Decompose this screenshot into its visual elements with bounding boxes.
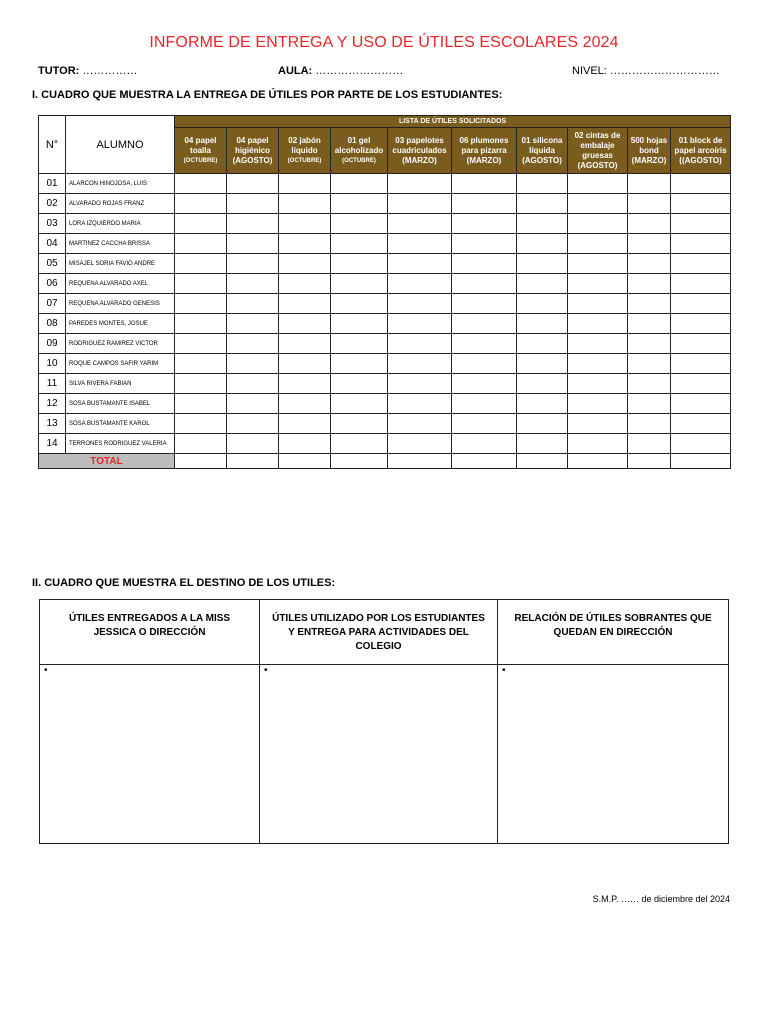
delivery-cell[interactable] bbox=[568, 274, 628, 294]
delivery-cell[interactable] bbox=[279, 254, 331, 274]
tutor-field bbox=[38, 65, 137, 77]
item-header bbox=[671, 128, 731, 174]
delivery-cell[interactable] bbox=[452, 354, 517, 374]
delivery-cell[interactable] bbox=[452, 254, 517, 274]
delivery-cell[interactable] bbox=[279, 214, 331, 234]
delivery-cell[interactable] bbox=[388, 274, 452, 294]
delivery-table bbox=[38, 115, 731, 469]
delivery-cell[interactable] bbox=[568, 314, 628, 334]
item-name: 01 gel alcoholizado bbox=[334, 135, 384, 155]
student-name: MISAJEL SORIA FAVIO ANDRE bbox=[66, 254, 175, 274]
delivery-cell[interactable] bbox=[517, 314, 568, 334]
delivery-cell[interactable] bbox=[227, 434, 279, 454]
delivery-cell[interactable] bbox=[388, 334, 452, 354]
student-name: SOSA BUSTAMANTE KAROL bbox=[66, 414, 175, 434]
table-row bbox=[39, 394, 731, 414]
item-name: 500 hojas bond bbox=[630, 135, 668, 155]
delivery-cell[interactable] bbox=[452, 194, 517, 214]
bullet-icon: • bbox=[44, 665, 48, 676]
student-name: SILVA RIVERA FABIAN bbox=[66, 374, 175, 394]
delivery-cell[interactable] bbox=[175, 214, 227, 234]
table-row bbox=[39, 334, 731, 354]
delivery-cell[interactable] bbox=[388, 194, 452, 214]
delivery-cell[interactable] bbox=[452, 434, 517, 454]
delivery-cell[interactable] bbox=[331, 354, 388, 374]
delivery-cell[interactable] bbox=[331, 294, 388, 314]
delivery-cell[interactable] bbox=[331, 434, 388, 454]
delivery-cell[interactable] bbox=[628, 294, 671, 314]
delivery-cell[interactable] bbox=[452, 414, 517, 434]
delivery-cell[interactable] bbox=[517, 374, 568, 394]
item-header bbox=[331, 128, 388, 174]
dest-header-direccion: ÚTILES ENTREGADOS A LA MISS JESSICA O DIRECCIÓN bbox=[40, 600, 260, 665]
delivery-cell[interactable] bbox=[279, 374, 331, 394]
table-row bbox=[39, 354, 731, 374]
delivery-cell[interactable] bbox=[517, 414, 568, 434]
delivery-cell[interactable] bbox=[388, 394, 452, 414]
delivery-cell[interactable] bbox=[227, 254, 279, 274]
delivery-cell[interactable] bbox=[175, 274, 227, 294]
delivery-cell[interactable] bbox=[175, 334, 227, 354]
total-cell[interactable] bbox=[175, 454, 227, 469]
item-month: (OCTUBRE) bbox=[287, 157, 322, 164]
delivery-cell[interactable] bbox=[279, 434, 331, 454]
row-number: 14 bbox=[39, 434, 66, 454]
delivery-cell[interactable] bbox=[331, 414, 388, 434]
student-name: REQUENA ALVARADO GENESIS bbox=[66, 294, 175, 314]
item-name: 04 papel toalla bbox=[184, 135, 217, 155]
nivel-value: ………………………… bbox=[606, 65, 720, 77]
delivery-cell[interactable] bbox=[175, 234, 227, 254]
delivery-cell[interactable] bbox=[517, 214, 568, 234]
item-month: (OCTUBRE) bbox=[342, 157, 376, 164]
delivery-cell[interactable] bbox=[452, 374, 517, 394]
aula-field bbox=[278, 65, 403, 77]
delivery-cell[interactable] bbox=[227, 374, 279, 394]
delivery-cell[interactable] bbox=[568, 414, 628, 434]
table-row bbox=[39, 254, 731, 274]
nivel-label: NIVEL: bbox=[572, 65, 607, 77]
dest-cell-sobrantes[interactable] bbox=[498, 665, 729, 844]
item-header bbox=[388, 128, 452, 174]
delivery-cell[interactable] bbox=[671, 314, 731, 334]
row-number: 06 bbox=[39, 274, 66, 294]
delivery-cell[interactable] bbox=[175, 374, 227, 394]
delivery-cell[interactable] bbox=[331, 334, 388, 354]
delivery-cell[interactable] bbox=[227, 294, 279, 314]
delivery-cell[interactable] bbox=[671, 354, 731, 374]
delivery-cell[interactable] bbox=[628, 194, 671, 214]
item-name: 01 silicona líquida bbox=[521, 135, 563, 155]
student-name: PAREDES MONTES, JOSUE bbox=[66, 314, 175, 334]
table-row bbox=[39, 314, 731, 334]
student-name: ALVARADO ROJAS FRANZ bbox=[66, 194, 175, 214]
col-student-header: ALUMNO bbox=[66, 116, 175, 174]
delivery-cell[interactable] bbox=[388, 234, 452, 254]
item-name: 01 block de papel arcoíris bbox=[674, 135, 727, 155]
delivery-cell[interactable] bbox=[279, 274, 331, 294]
total-cell[interactable] bbox=[227, 454, 279, 469]
table-row bbox=[39, 414, 731, 434]
item-header bbox=[452, 128, 517, 174]
tutor-label: TUTOR: bbox=[38, 65, 80, 77]
page-title: INFORME DE ENTREGA Y USO DE ÚTILES ESCOLARES 2024 bbox=[149, 34, 619, 51]
delivery-cell[interactable] bbox=[452, 334, 517, 354]
row-number: 08 bbox=[39, 314, 66, 334]
student-name: SOSA BUSTAMANTE ISABEL bbox=[66, 394, 175, 414]
delivery-cell[interactable] bbox=[628, 214, 671, 234]
total-row bbox=[39, 454, 731, 469]
delivery-cell[interactable] bbox=[671, 194, 731, 214]
item-month: (AGOSTO) bbox=[232, 155, 273, 165]
aula-label: AULA: bbox=[278, 65, 313, 77]
delivery-cell[interactable] bbox=[452, 174, 517, 194]
delivery-cell[interactable] bbox=[628, 234, 671, 254]
delivery-cell[interactable] bbox=[227, 274, 279, 294]
delivery-cell[interactable] bbox=[517, 254, 568, 274]
delivery-cell[interactable] bbox=[175, 314, 227, 334]
delivery-cell[interactable] bbox=[628, 414, 671, 434]
item-header bbox=[568, 128, 628, 174]
delivery-cell[interactable] bbox=[331, 374, 388, 394]
delivery-cell[interactable] bbox=[331, 194, 388, 214]
delivery-cell[interactable] bbox=[279, 194, 331, 214]
delivery-cell[interactable] bbox=[388, 214, 452, 234]
delivery-cell[interactable] bbox=[517, 334, 568, 354]
delivery-cell[interactable] bbox=[279, 174, 331, 194]
total-cell[interactable] bbox=[628, 454, 671, 469]
delivery-cell[interactable] bbox=[452, 314, 517, 334]
student-name: ROQUE CAMPOS SAFIR YARIM bbox=[66, 354, 175, 374]
delivery-cell[interactable] bbox=[568, 434, 628, 454]
delivery-cell[interactable] bbox=[628, 374, 671, 394]
table-row bbox=[39, 434, 731, 454]
delivery-cell[interactable] bbox=[175, 414, 227, 434]
delivery-cell[interactable] bbox=[227, 174, 279, 194]
item-name: 03 papelotes cuadriculados bbox=[392, 135, 447, 155]
delivery-cell[interactable] bbox=[175, 294, 227, 314]
delivery-cell[interactable] bbox=[628, 394, 671, 414]
delivery-cell[interactable] bbox=[517, 174, 568, 194]
delivery-cell[interactable] bbox=[568, 354, 628, 374]
total-cell[interactable] bbox=[671, 454, 731, 469]
delivery-cell[interactable] bbox=[227, 214, 279, 234]
item-month: ((AGOSTO) bbox=[679, 155, 722, 165]
item-month: (OCTUBRE) bbox=[183, 157, 218, 164]
delivery-cell[interactable] bbox=[628, 174, 671, 194]
item-name: 06 plumones para pizarra bbox=[459, 135, 509, 155]
dest-header-sobrantes: RELACIÓN DE ÚTILES SOBRANTES QUE QUEDAN EN DIRECCIÓN bbox=[498, 600, 729, 665]
delivery-cell[interactable] bbox=[671, 374, 731, 394]
aula-value: …………………… bbox=[312, 65, 404, 77]
delivery-cell[interactable] bbox=[331, 234, 388, 254]
delivery-cell[interactable] bbox=[175, 394, 227, 414]
item-month: (AGOSTO) bbox=[577, 160, 618, 170]
bullet-icon: • bbox=[502, 665, 506, 676]
delivery-cell[interactable] bbox=[331, 274, 388, 294]
delivery-cell[interactable] bbox=[279, 394, 331, 414]
delivery-cell[interactable] bbox=[568, 194, 628, 214]
destination-table bbox=[39, 599, 729, 844]
item-header bbox=[628, 128, 671, 174]
row-number: 07 bbox=[39, 294, 66, 314]
item-name: 02 jabón líquido bbox=[288, 135, 321, 155]
delivery-cell[interactable] bbox=[568, 214, 628, 234]
row-number: 09 bbox=[39, 334, 66, 354]
total-cell[interactable] bbox=[568, 454, 628, 469]
section-2-heading: II. CUADRO QUE MUESTRA EL DESTINO DE LOS UTILES: bbox=[32, 577, 336, 589]
delivery-cell[interactable] bbox=[628, 254, 671, 274]
total-cell[interactable] bbox=[331, 454, 388, 469]
delivery-cell[interactable] bbox=[227, 394, 279, 414]
delivery-cell[interactable] bbox=[517, 394, 568, 414]
list-header: LISTA DE ÚTILES SOLICITADOS bbox=[175, 116, 731, 128]
item-header bbox=[517, 128, 568, 174]
total-cell[interactable] bbox=[452, 454, 517, 469]
delivery-cell[interactable] bbox=[671, 174, 731, 194]
delivery-cell[interactable] bbox=[388, 294, 452, 314]
delivery-cell[interactable] bbox=[279, 414, 331, 434]
dest-cell-utilizado[interactable] bbox=[260, 665, 498, 844]
delivery-cell[interactable] bbox=[175, 194, 227, 214]
delivery-cell[interactable] bbox=[452, 394, 517, 414]
delivery-cell[interactable] bbox=[671, 414, 731, 434]
table-row bbox=[39, 274, 731, 294]
delivery-cell[interactable] bbox=[175, 174, 227, 194]
row-number: 12 bbox=[39, 394, 66, 414]
delivery-cell[interactable] bbox=[331, 254, 388, 274]
table-row bbox=[39, 174, 731, 194]
delivery-cell[interactable] bbox=[628, 334, 671, 354]
delivery-cell[interactable] bbox=[671, 234, 731, 254]
student-name: REQUENA ALVARADO AXEL bbox=[66, 274, 175, 294]
delivery-cell[interactable] bbox=[568, 334, 628, 354]
delivery-cell[interactable] bbox=[671, 214, 731, 234]
delivery-cell[interactable] bbox=[279, 354, 331, 374]
delivery-cell[interactable] bbox=[568, 234, 628, 254]
delivery-cell[interactable] bbox=[388, 174, 452, 194]
row-number: 02 bbox=[39, 194, 66, 214]
delivery-cell[interactable] bbox=[227, 414, 279, 434]
total-cell[interactable] bbox=[517, 454, 568, 469]
delivery-cell[interactable] bbox=[517, 434, 568, 454]
item-name: 02 cintas de embalaje gruesas bbox=[574, 130, 621, 160]
delivery-cell[interactable] bbox=[628, 314, 671, 334]
delivery-cell[interactable] bbox=[568, 174, 628, 194]
delivery-cell[interactable] bbox=[388, 314, 452, 334]
delivery-cell[interactable] bbox=[388, 254, 452, 274]
total-label: TOTAL bbox=[39, 454, 175, 469]
delivery-cell[interactable] bbox=[452, 274, 517, 294]
delivery-cell[interactable] bbox=[175, 354, 227, 374]
student-name: ALARCON HINOJOSA, LUIS bbox=[66, 174, 175, 194]
delivery-cell[interactable] bbox=[671, 434, 731, 454]
delivery-cell[interactable] bbox=[388, 374, 452, 394]
table-row bbox=[39, 214, 731, 234]
delivery-cell[interactable] bbox=[279, 294, 331, 314]
item-month: (MARZO) bbox=[402, 155, 437, 165]
item-month: (MARZO) bbox=[631, 155, 667, 165]
row-number: 05 bbox=[39, 254, 66, 274]
delivery-cell[interactable] bbox=[388, 434, 452, 454]
item-name: 04 papel higiénico bbox=[234, 135, 271, 155]
delivery-cell[interactable] bbox=[517, 294, 568, 314]
row-number: 10 bbox=[39, 354, 66, 374]
row-number: 04 bbox=[39, 234, 66, 254]
footer-date: S.M.P. …… de diciembre del 2024 bbox=[592, 894, 730, 904]
delivery-cell[interactable] bbox=[452, 214, 517, 234]
delivery-cell[interactable] bbox=[227, 334, 279, 354]
delivery-cell[interactable] bbox=[671, 334, 731, 354]
table-row bbox=[39, 234, 731, 254]
item-header bbox=[175, 128, 227, 174]
delivery-cell[interactable] bbox=[175, 254, 227, 274]
dest-cell-direccion[interactable] bbox=[40, 665, 260, 844]
delivery-cell[interactable] bbox=[279, 234, 331, 254]
delivery-cell[interactable] bbox=[279, 314, 331, 334]
student-name: LORA IZQUIERDO MARIA bbox=[66, 214, 175, 234]
delivery-cell[interactable] bbox=[517, 354, 568, 374]
tutor-value: …………… bbox=[79, 65, 138, 77]
delivery-cell[interactable] bbox=[568, 374, 628, 394]
row-number: 01 bbox=[39, 174, 66, 194]
student-name: RODRIGUEZ RAMIREZ VICTOR bbox=[66, 334, 175, 354]
delivery-cell[interactable] bbox=[227, 314, 279, 334]
delivery-cell[interactable] bbox=[331, 214, 388, 234]
delivery-cell[interactable] bbox=[671, 394, 731, 414]
row-number: 13 bbox=[39, 414, 66, 434]
delivery-cell[interactable] bbox=[628, 434, 671, 454]
table-row bbox=[39, 374, 731, 394]
delivery-cell[interactable] bbox=[175, 434, 227, 454]
delivery-cell[interactable] bbox=[227, 234, 279, 254]
delivery-cell[interactable] bbox=[452, 234, 517, 254]
delivery-cell[interactable] bbox=[452, 294, 517, 314]
total-cell[interactable] bbox=[279, 454, 331, 469]
student-name: TERRONES RODRIGUEZ VALERIA bbox=[66, 434, 175, 454]
delivery-cell[interactable] bbox=[568, 394, 628, 414]
col-num-header: N° bbox=[39, 116, 66, 174]
nivel-field bbox=[572, 65, 720, 77]
dest-header-utilizado: ÚTILES UTILIZADO POR LOS ESTUDIANTES Y ENTREGA PARA ACTIVIDADES DEL COLEGIO bbox=[260, 600, 498, 665]
delivery-cell[interactable] bbox=[331, 394, 388, 414]
delivery-cell[interactable] bbox=[227, 194, 279, 214]
section-1-heading: I. CUADRO QUE MUESTRA LA ENTREGA DE ÚTILES POR PARTE DE LOS ESTUDIANTES: bbox=[32, 89, 503, 101]
delivery-cell[interactable] bbox=[517, 194, 568, 214]
delivery-cell[interactable] bbox=[227, 354, 279, 374]
delivery-cell[interactable] bbox=[517, 274, 568, 294]
delivery-cell[interactable] bbox=[388, 354, 452, 374]
table-row bbox=[39, 294, 731, 314]
item-month: (MARZO) bbox=[466, 155, 502, 165]
delivery-cell[interactable] bbox=[671, 294, 731, 314]
delivery-cell[interactable] bbox=[628, 274, 671, 294]
delivery-cell[interactable] bbox=[331, 174, 388, 194]
delivery-cell[interactable] bbox=[671, 274, 731, 294]
delivery-cell[interactable] bbox=[517, 234, 568, 254]
row-number: 03 bbox=[39, 214, 66, 234]
table-row bbox=[39, 194, 731, 214]
delivery-cell[interactable] bbox=[331, 314, 388, 334]
item-month: (AGOSTO) bbox=[522, 155, 562, 165]
item-header bbox=[279, 128, 331, 174]
row-number: 11 bbox=[39, 374, 66, 394]
student-name: MARTINEZ CACCHA BRISSA bbox=[66, 234, 175, 254]
delivery-cell[interactable] bbox=[628, 354, 671, 374]
item-header bbox=[227, 128, 279, 174]
delivery-cell[interactable] bbox=[568, 294, 628, 314]
delivery-cell[interactable] bbox=[279, 334, 331, 354]
delivery-cell[interactable] bbox=[671, 254, 731, 274]
delivery-cell[interactable] bbox=[388, 414, 452, 434]
delivery-cell[interactable] bbox=[568, 254, 628, 274]
total-cell[interactable] bbox=[388, 454, 452, 469]
bullet-icon: • bbox=[264, 665, 268, 676]
